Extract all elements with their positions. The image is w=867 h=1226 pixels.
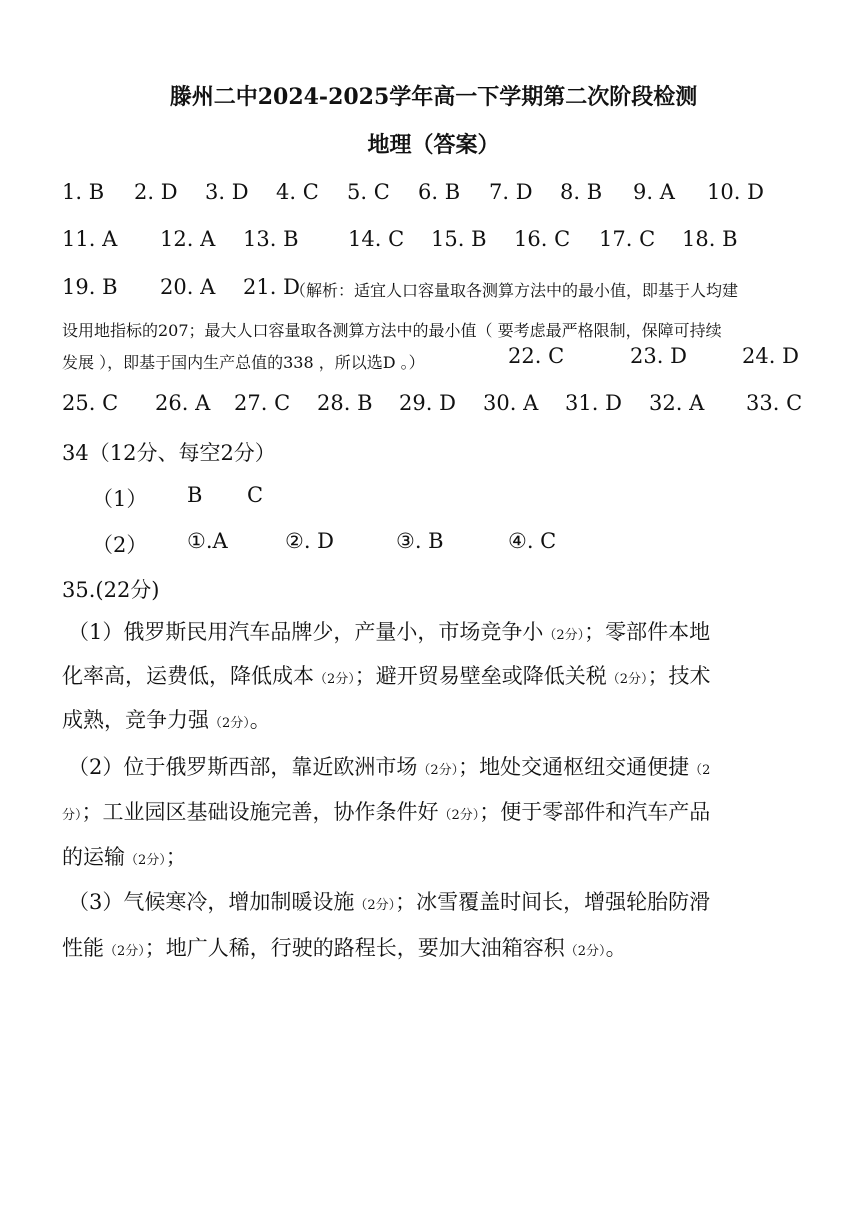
answer-item: 4. C xyxy=(276,180,319,204)
score-note: （2分） xyxy=(209,716,250,731)
q35-text: ；地广人稀，行驶的路程长，要加大油箱容积 xyxy=(144,936,565,960)
q35-text: 。 xyxy=(249,708,271,732)
q35-part2-line3 xyxy=(62,841,187,871)
q21-explanation-line3: 发展 ），即基于国内生产总值的338 ，所以选D 。） xyxy=(62,353,425,372)
answer-item: 19. B xyxy=(62,275,118,299)
score-note: （2分） xyxy=(354,898,396,913)
answer-item: 26. A xyxy=(155,391,211,415)
answer-item: 3. D xyxy=(205,180,249,204)
q35-part1-line3 xyxy=(62,704,271,734)
answer-item: 11. A xyxy=(62,227,118,251)
score-note: （2分） xyxy=(125,853,166,868)
q35-text: ；便于零部件和汽车产品 xyxy=(479,800,711,824)
score-note: （2分） xyxy=(438,808,480,823)
q35-part2-line1 xyxy=(68,751,710,781)
q34-part1-answer: C xyxy=(247,483,264,507)
answer-item: 23. D xyxy=(630,344,687,368)
q34-part2-answer: ①.A xyxy=(187,529,228,553)
answer-item: 31. D xyxy=(565,391,622,415)
score-note: （2分） xyxy=(417,763,459,778)
q34-heading-text: 34（12分、每空2分） xyxy=(62,441,276,465)
q35-text: ；零部件本地 xyxy=(584,620,711,644)
answer-item: 32. A xyxy=(649,391,705,415)
answer-item: 24. D xyxy=(742,344,799,368)
answer-item: 13. B xyxy=(243,227,299,251)
score-note: 分） xyxy=(62,808,82,823)
answer-item: 8. B xyxy=(560,180,603,204)
q35-text: ；避开贸易壁垒或降低关税 xyxy=(354,664,607,688)
answer-item: 29. D xyxy=(399,391,456,415)
q21-explanation-line2: 设用地指标的207；最大人口容量取各测算方法中的最小值（ 要考虑最严格限制，保障可持续 xyxy=(62,321,722,340)
answer-item: 10. D xyxy=(707,180,764,204)
q35-text: （2）位于俄罗斯西部，靠近欧洲市场 xyxy=(68,755,418,779)
answer-item: 9. A xyxy=(633,180,675,204)
answer-item: 27. C xyxy=(234,391,291,415)
answer-item: 5. C xyxy=(347,180,390,204)
q35-text: （3）气候寒冷，增加制暖设施 xyxy=(68,890,355,914)
q35-part3-line2 xyxy=(62,932,627,962)
q35-text: 的运输 xyxy=(62,845,125,869)
page-title: 滕州二中2024-2025学年高一下学期第二次阶段检测 xyxy=(169,84,698,110)
q34-part2-answer: ②. D xyxy=(285,529,335,553)
answer-item: 21. D xyxy=(243,275,300,299)
answer-item: 12. A xyxy=(160,227,216,251)
answer-item: 33. C xyxy=(746,391,803,415)
q34-part2-answer: ④. C xyxy=(508,529,557,553)
q35-text: 化率高，运费低，降低成本 xyxy=(62,664,314,688)
q35-part1-line1 xyxy=(68,616,710,646)
q35-part1-line2 xyxy=(62,660,711,690)
q35-text: ；冰雪覆盖时间长，增强轮胎防滑 xyxy=(395,890,711,914)
answer-item: 15. B xyxy=(431,227,487,251)
q35-text: ；技术 xyxy=(647,664,711,688)
answer-item: 18. B xyxy=(682,227,738,251)
q35-text: （1）俄罗斯民用汽车品牌少，产量小，市场竞争小 xyxy=(68,620,544,644)
answer-item: 1. B xyxy=(62,180,105,204)
q34-part1-label: （1） xyxy=(92,487,148,511)
answer-item: 2. D xyxy=(134,180,178,204)
q35-text: ；地处交通枢纽交通便捷 xyxy=(458,755,690,779)
score-note: （2分） xyxy=(564,944,606,959)
score-note: （2 xyxy=(689,763,711,778)
answer-item: 22. C xyxy=(508,344,565,368)
answer-item: 16. C xyxy=(514,227,571,251)
score-note: （2分） xyxy=(606,672,648,687)
q35-text: 性能 xyxy=(62,936,104,960)
q35-part2-line2 xyxy=(62,796,710,826)
q35-part3-line1 xyxy=(68,886,710,916)
answer-item: 6. B xyxy=(418,180,461,204)
score-note: （2分） xyxy=(314,672,355,687)
answer-item: 7. D xyxy=(489,180,533,204)
q35-text: 。 xyxy=(605,936,627,960)
q35-text: 成熟，竞争力强 xyxy=(62,708,209,732)
page-subtitle: 地理（答案） xyxy=(367,132,500,158)
score-note: （2分） xyxy=(104,944,145,959)
q34-part2-label: （2） xyxy=(92,533,148,557)
answer-item: 28. B xyxy=(317,391,373,415)
answer-item: 25. C xyxy=(62,391,119,415)
q21-explanation-line1: （解析：适宜人口容量取各测算方法中的最小值，即基于人均建 xyxy=(290,281,739,300)
q35-heading-text: 35.(22分) xyxy=(62,578,160,602)
answer-item: 17. C xyxy=(599,227,656,251)
answer-item: 20. A xyxy=(160,275,216,299)
score-note: （2分） xyxy=(543,628,585,643)
q34-part1-answer: B xyxy=(187,483,203,507)
q35-text: ； xyxy=(165,845,187,869)
answer-item: 30. A xyxy=(483,391,539,415)
q34-part2-answer: ③. B xyxy=(396,529,444,553)
q35-text: ；工业园区基础设施完善，协作条件好 xyxy=(81,800,439,824)
answer-item: 14. C xyxy=(348,227,405,251)
